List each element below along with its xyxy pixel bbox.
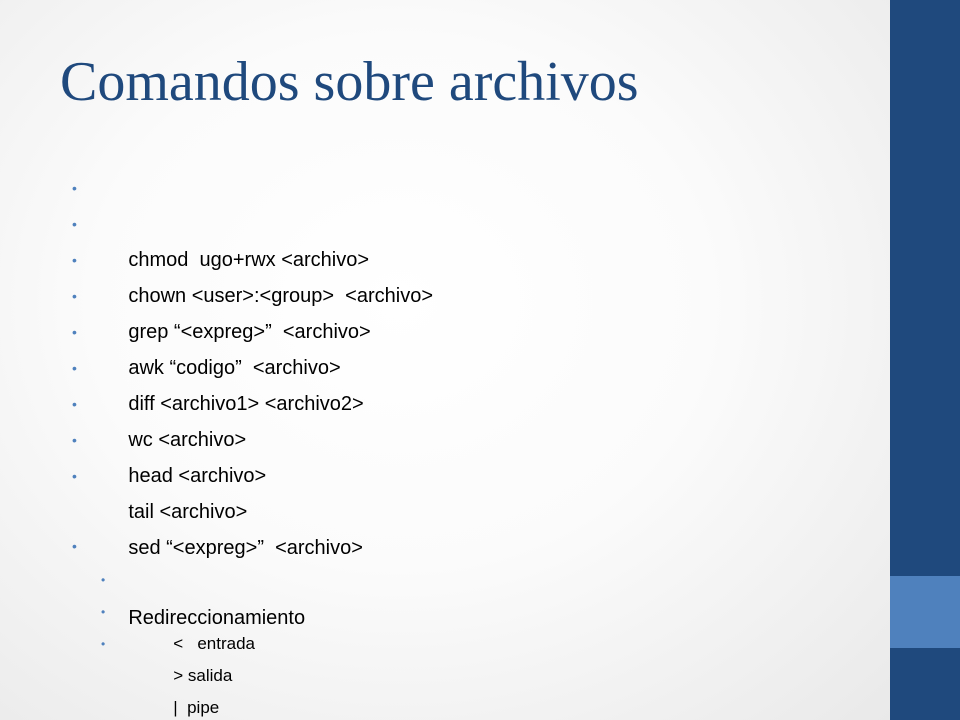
sub-list-item-text: | pipe xyxy=(173,698,220,717)
bullet-dot-icon: • xyxy=(72,468,77,484)
list-item-text: sed “<expreg>” <archivo> xyxy=(128,537,363,559)
bullet-dot-icon: • xyxy=(72,360,77,376)
list-item-text: diff <archivo1> <archivo2> xyxy=(128,393,364,415)
bullet-dot-icon: • xyxy=(72,538,77,554)
redirect-heading xyxy=(72,528,433,629)
redirect-sublist-container xyxy=(72,564,433,717)
list-item-text: tail <archivo> xyxy=(128,501,248,523)
list-item-text: chmod ugo+rwx <archivo> xyxy=(128,249,370,271)
bullet-dot-icon: • xyxy=(101,605,106,619)
redirect-sublist xyxy=(72,564,433,717)
bullet-dot-icon: • xyxy=(72,432,77,448)
sub-list-item-text: < entrada xyxy=(173,634,255,653)
bullet-dot-icon: • xyxy=(72,180,77,196)
list-item-text: head <archivo> xyxy=(128,465,267,487)
list-item-text: chown <user>:<group> <archivo> xyxy=(128,285,433,307)
list-item-text: grep “<expreg>” <archivo> xyxy=(128,321,371,343)
list-item-text: wc <archivo> xyxy=(128,429,247,451)
bullet-dot-icon: • xyxy=(101,637,106,651)
bullet-dot-icon: • xyxy=(72,324,77,340)
bullet-list xyxy=(72,170,433,717)
list-item xyxy=(72,170,433,271)
redirect-heading-text: Redireccionamiento xyxy=(128,607,306,629)
bullet-dot-icon: • xyxy=(101,573,106,587)
bullet-dot-icon: • xyxy=(72,396,77,412)
sub-list-item-text: > salida xyxy=(173,666,233,685)
list-item-text: awk “codigo” <archivo> xyxy=(128,357,341,379)
slide-title: Comandos sobre archivos xyxy=(60,51,639,113)
bullet-dot-icon: • xyxy=(72,216,77,232)
bullet-dot-icon: • xyxy=(72,288,77,304)
bullet-dot-icon: • xyxy=(72,252,77,268)
theme-side-accent xyxy=(890,576,960,648)
